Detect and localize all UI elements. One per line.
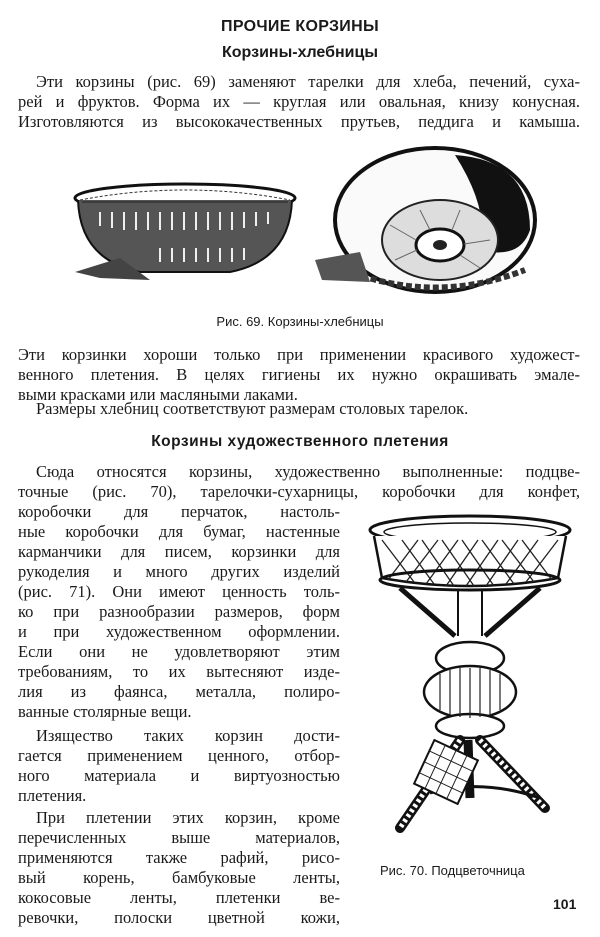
text-line: коробочки для перчаток, настоль-	[18, 502, 340, 521]
text-line: рей и фруктов. Форма их — круглая или овальная, книзу конусная.	[18, 92, 580, 111]
paragraph-6	[18, 808, 340, 928]
paragraph-2	[18, 345, 580, 405]
text-line: ванные столярные вещи.	[18, 702, 192, 721]
text-line: выми красками или масляными лаками.	[18, 385, 298, 404]
text-line: рукоделия и много других изделий	[18, 562, 340, 581]
subsection-title: Корзины-хлебницы	[222, 44, 378, 61]
text-line: кокосовые ленты, плетенки ве-	[18, 888, 340, 907]
bread-baskets-illustration	[60, 140, 560, 310]
figure-70	[360, 508, 580, 858]
text-line: ревочки, полоски цветной кожи,	[18, 908, 340, 927]
round-basket-icon	[315, 148, 535, 292]
figure-70-caption: Рис. 70. Подцветочница	[380, 863, 525, 878]
paragraph-4-column	[18, 502, 340, 722]
text-line: плетения.	[18, 786, 87, 805]
text-line: Эти корзины (рис. 69) заменяют тарелки для хлеба, печений, суха-	[36, 72, 580, 91]
text-line: вый корень, бамбуковые ленты,	[18, 868, 340, 887]
text-line: ко при разнообразии размеров, форм	[18, 602, 340, 621]
text-line: гается применением ценного, отбор-	[18, 746, 340, 765]
text-line: Эти корзинки хороши только при применении красивого художест-	[18, 345, 580, 364]
text-line: Изящество таких корзин дости-	[36, 726, 340, 745]
text-line: ного материала и виртуозностью	[18, 766, 340, 785]
text-line: перечисленных выше материалов,	[18, 828, 340, 847]
text-line: венного плетения. В целях гигиены их нужно окрашивать эмале-	[18, 365, 580, 384]
text-line: ные коробочки для бумаг, настенные	[18, 522, 340, 541]
text-line: карманчики для писем, корзинки для	[18, 542, 340, 561]
text-line: применяются также рафий, рисо-	[18, 848, 340, 867]
text-line: При плетении этих корзин, кроме	[36, 808, 340, 827]
intro-paragraph	[18, 72, 580, 132]
text-line: (рис. 71). Они имеют ценность толь-	[18, 582, 340, 601]
subsection2-title: Корзины художественного плетения	[151, 433, 449, 450]
text-line: и при художественном оформлении.	[18, 622, 340, 641]
figure-69	[60, 140, 560, 310]
flower-stand-icon	[360, 508, 580, 858]
paragraph-5	[18, 726, 340, 806]
text-line: точные (рис. 70), тарелочки-сухарницы, коробочки для конфет,	[18, 482, 580, 501]
section-title: ПРОЧИЕ КОРЗИНЫ	[221, 18, 379, 35]
page-number: 101	[553, 896, 577, 912]
paragraph-4-full	[18, 462, 580, 502]
text-line: Изготовляются из высококачественных прутьев, педдига и камыша.	[18, 112, 580, 131]
text-line: Размеры хлебниц соответствуют размерам столовых тарелок.	[36, 399, 469, 418]
text-line: Если они не удовлетворяют этим	[18, 642, 340, 661]
text-line: лия из фаянса, металла, полиро-	[18, 682, 340, 701]
text-line: требованиям, то их вытесняют изде-	[18, 662, 340, 681]
text-line: Сюда относятся корзины, художественно выполненные: подцве-	[36, 462, 580, 481]
figure-69-caption: Рис. 69. Корзины-хлебницы	[216, 314, 384, 329]
oval-basket-icon	[75, 184, 295, 280]
paragraph-3	[36, 399, 580, 419]
